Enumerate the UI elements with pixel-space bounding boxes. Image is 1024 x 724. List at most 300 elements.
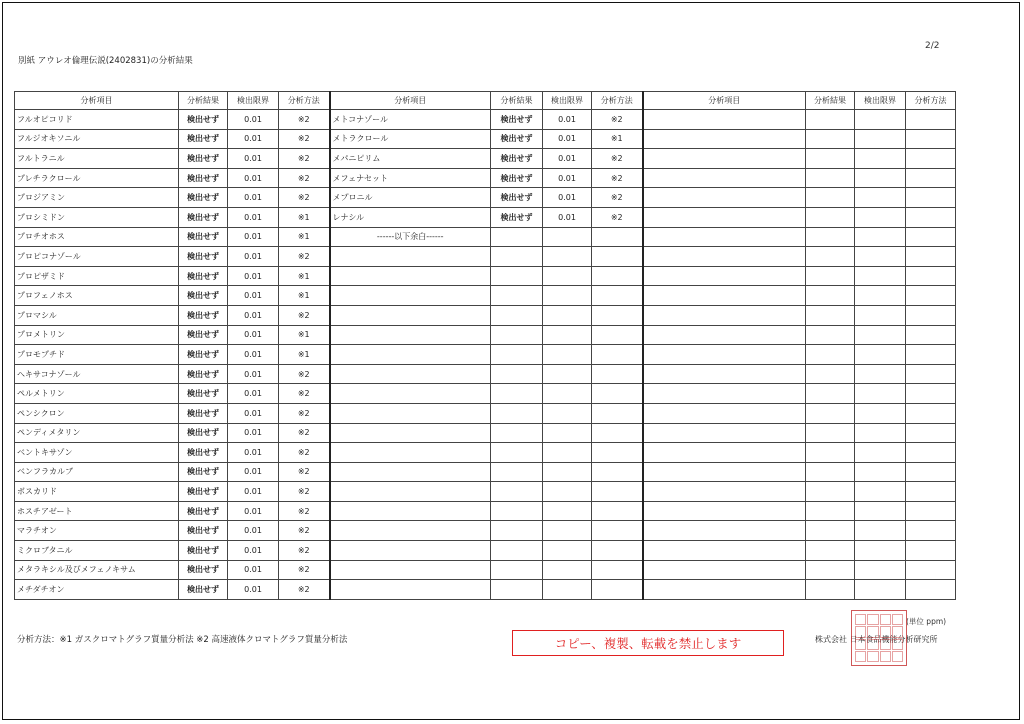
cell-item <box>643 305 806 325</box>
cell-item <box>330 247 491 267</box>
cell-result <box>806 305 855 325</box>
cell-item <box>330 286 491 306</box>
cell-item <box>330 580 491 600</box>
cell-item <box>643 462 806 482</box>
cell-limit <box>855 384 906 404</box>
cell-limit: 0.01 <box>228 423 279 443</box>
cell-limit <box>543 443 592 463</box>
cell-result <box>806 521 855 541</box>
cell-item <box>643 423 806 443</box>
cell-item: プロシミドン <box>15 207 179 227</box>
cell-limit <box>855 364 906 384</box>
cell-limit: 0.01 <box>543 129 592 149</box>
table-body <box>15 110 956 600</box>
cell-limit <box>855 188 906 208</box>
cell-result <box>491 501 543 521</box>
cell-limit: 0.01 <box>228 168 279 188</box>
cell-limit <box>543 521 592 541</box>
cell-limit: 0.01 <box>543 110 592 130</box>
cell-method <box>592 286 643 306</box>
cell-limit: 0.01 <box>228 521 279 541</box>
cell-result <box>806 345 855 365</box>
cell-method: ※2 <box>279 501 330 521</box>
cell-method <box>906 462 956 482</box>
cell-result <box>806 266 855 286</box>
cell-item <box>330 501 491 521</box>
cell-result <box>491 345 543 365</box>
cell-item <box>643 345 806 365</box>
table-row <box>15 384 956 404</box>
cell-limit: 0.01 <box>543 188 592 208</box>
cell-result: 検出せず <box>179 423 228 443</box>
cell-result: 検出せず <box>179 364 228 384</box>
cell-item: メトラクロール <box>330 129 491 149</box>
table-row <box>15 247 956 267</box>
cell-method <box>906 305 956 325</box>
cell-limit <box>855 305 906 325</box>
cell-item <box>330 364 491 384</box>
header-result-2: 分析結果 <box>491 92 543 110</box>
cell-item: ヘキサコナゾール <box>15 364 179 384</box>
cell-item <box>643 266 806 286</box>
cell-limit: 0.01 <box>543 168 592 188</box>
cell-method <box>592 443 643 463</box>
table-row <box>15 541 956 561</box>
cell-item: プロピザミド <box>15 266 179 286</box>
cell-result <box>491 443 543 463</box>
cell-item <box>330 305 491 325</box>
cell-method <box>906 482 956 502</box>
cell-method: ※1 <box>279 325 330 345</box>
cell-item: プロチオホス <box>15 227 179 247</box>
cell-method <box>906 541 956 561</box>
cell-limit <box>543 364 592 384</box>
cell-result: 検出せず <box>179 129 228 149</box>
cell-method <box>592 501 643 521</box>
table-row <box>15 188 956 208</box>
cell-limit: 0.01 <box>543 149 592 169</box>
cell-item <box>643 580 806 600</box>
cell-result: 検出せず <box>179 325 228 345</box>
cell-limit: 0.01 <box>543 207 592 227</box>
cell-limit <box>543 247 592 267</box>
cell-method <box>906 227 956 247</box>
cell-limit <box>855 521 906 541</box>
table-row <box>15 403 956 423</box>
cell-result: 検出せず <box>491 129 543 149</box>
cell-item <box>643 521 806 541</box>
cell-item: プロピコナゾール <box>15 247 179 267</box>
cell-method <box>906 129 956 149</box>
cell-method: ※2 <box>592 149 643 169</box>
cell-result: 検出せず <box>179 188 228 208</box>
header-item-1: 分析項目 <box>15 92 179 110</box>
cell-item <box>330 443 491 463</box>
table-row <box>15 423 956 443</box>
cell-result <box>491 266 543 286</box>
cell-limit: 0.01 <box>228 501 279 521</box>
cell-item <box>330 266 491 286</box>
cell-limit: 0.01 <box>228 482 279 502</box>
cell-item: ペルメトリン <box>15 384 179 404</box>
cell-result <box>806 129 855 149</box>
cell-item: ミクロブタニル <box>15 541 179 561</box>
header-item-3: 分析項目 <box>643 92 806 110</box>
table-row <box>15 110 956 130</box>
header-result-1: 分析結果 <box>179 92 228 110</box>
cell-limit <box>855 443 906 463</box>
cell-item: ペンシクロン <box>15 403 179 423</box>
cell-limit <box>543 266 592 286</box>
cell-limit: 0.01 <box>228 443 279 463</box>
cell-limit <box>543 305 592 325</box>
unit-label: (単位 ppm) <box>906 617 947 626</box>
cell-method: ※2 <box>279 247 330 267</box>
cell-result <box>491 580 543 600</box>
cell-method <box>906 149 956 169</box>
cell-result <box>806 227 855 247</box>
table-row <box>15 345 956 365</box>
table-row <box>15 149 956 169</box>
cell-item: プロモプチド <box>15 345 179 365</box>
cell-method: ※2 <box>279 403 330 423</box>
cell-method: ※2 <box>279 443 330 463</box>
cell-limit <box>855 325 906 345</box>
cell-result <box>806 462 855 482</box>
cell-item <box>330 403 491 423</box>
table-row <box>15 443 956 463</box>
cell-limit <box>855 207 906 227</box>
cell-result <box>491 541 543 561</box>
cell-result: 検出せず <box>179 227 228 247</box>
copy-prohibition-notice: コピー、複製、転載を禁止します <box>512 630 784 656</box>
table-row <box>15 286 956 306</box>
document-caption: 別紙 アウレオ倫理伝説(2402831)の分析結果 <box>18 56 193 66</box>
cell-method: ※2 <box>279 364 330 384</box>
cell-limit <box>855 482 906 502</box>
cell-result <box>806 149 855 169</box>
cell-method: ※2 <box>279 305 330 325</box>
cell-item: メチダチオン <box>15 580 179 600</box>
cell-result <box>491 325 543 345</box>
cell-item <box>330 345 491 365</box>
cell-result <box>491 482 543 502</box>
cell-result: 検出せず <box>179 403 228 423</box>
cell-limit: 0.01 <box>228 207 279 227</box>
table-row <box>15 364 956 384</box>
cell-result <box>491 247 543 267</box>
cell-method: ※1 <box>279 266 330 286</box>
cell-item: プロジアミン <box>15 188 179 208</box>
header-item-2: 分析項目 <box>330 92 491 110</box>
table-row <box>15 305 956 325</box>
cell-item: メプロニル <box>330 188 491 208</box>
cell-method <box>592 227 643 247</box>
cell-item <box>643 247 806 267</box>
cell-limit: 0.01 <box>228 325 279 345</box>
cell-item <box>643 227 806 247</box>
cell-limit: 0.01 <box>228 227 279 247</box>
cell-method <box>592 345 643 365</box>
cell-limit: 0.01 <box>228 110 279 130</box>
cell-result: 検出せず <box>179 247 228 267</box>
cell-limit <box>543 482 592 502</box>
cell-result <box>491 521 543 541</box>
cell-item: ベントキサゾン <box>15 443 179 463</box>
cell-limit: 0.01 <box>228 384 279 404</box>
table-header-row <box>15 92 956 110</box>
cell-result <box>806 325 855 345</box>
cell-result: 検出せず <box>179 345 228 365</box>
cell-item <box>643 482 806 502</box>
cell-limit <box>543 423 592 443</box>
cell-method <box>906 521 956 541</box>
cell-method: ※2 <box>279 149 330 169</box>
cell-method: ※2 <box>279 482 330 502</box>
cell-result: 検出せず <box>179 207 228 227</box>
cell-method: ※1 <box>592 129 643 149</box>
cell-method: ※2 <box>279 580 330 600</box>
cell-item <box>643 443 806 463</box>
cell-limit <box>855 541 906 561</box>
cell-limit <box>855 423 906 443</box>
cell-result: 検出せず <box>179 168 228 188</box>
cell-limit <box>855 168 906 188</box>
header-limit-1: 検出限界 <box>228 92 279 110</box>
cell-limit: 0.01 <box>228 129 279 149</box>
cell-method: ※2 <box>279 541 330 561</box>
cell-result: 検出せず <box>179 286 228 306</box>
cell-limit: 0.01 <box>228 345 279 365</box>
cell-limit <box>543 462 592 482</box>
cell-result: 検出せず <box>491 168 543 188</box>
cell-limit: 0.01 <box>228 580 279 600</box>
table-row <box>15 521 956 541</box>
cell-item <box>643 403 806 423</box>
cell-limit: 0.01 <box>228 305 279 325</box>
cell-limit: 0.01 <box>228 188 279 208</box>
cell-method: ※2 <box>279 110 330 130</box>
company-seal-stamp <box>851 610 907 666</box>
cell-result <box>806 541 855 561</box>
cell-item <box>330 325 491 345</box>
header-method-3: 分析方法 <box>906 92 956 110</box>
cell-result: 検出せず <box>179 384 228 404</box>
cell-item: ホスチアゼート <box>15 501 179 521</box>
cell-result <box>491 462 543 482</box>
cell-method <box>906 364 956 384</box>
table-row <box>15 129 956 149</box>
cell-method: ※2 <box>592 188 643 208</box>
cell-limit <box>543 541 592 561</box>
cell-limit: 0.01 <box>228 266 279 286</box>
cell-limit <box>855 129 906 149</box>
cell-item <box>643 129 806 149</box>
cell-result <box>806 286 855 306</box>
cell-result <box>806 560 855 580</box>
cell-result: 検出せず <box>491 188 543 208</box>
cell-method <box>592 384 643 404</box>
table-row <box>15 501 956 521</box>
table-row <box>15 462 956 482</box>
cell-method: ※2 <box>279 560 330 580</box>
cell-item: フルトラニル <box>15 149 179 169</box>
cell-item: メトコナゾール <box>330 110 491 130</box>
table-row <box>15 168 956 188</box>
cell-limit <box>543 325 592 345</box>
table-row <box>15 560 956 580</box>
cell-method <box>592 247 643 267</box>
cell-method <box>906 247 956 267</box>
cell-method <box>592 423 643 443</box>
cell-item <box>643 188 806 208</box>
cell-method <box>906 345 956 365</box>
cell-result: 検出せず <box>179 266 228 286</box>
cell-limit <box>855 227 906 247</box>
table-row <box>15 325 956 345</box>
cell-result <box>491 364 543 384</box>
cell-item <box>330 462 491 482</box>
cell-limit: 0.01 <box>228 286 279 306</box>
cell-limit <box>543 580 592 600</box>
cell-method <box>592 266 643 286</box>
cell-result <box>806 580 855 600</box>
table-row <box>15 482 956 502</box>
cell-item: ------以下余白------ <box>330 227 491 247</box>
cell-method <box>906 325 956 345</box>
cell-item <box>330 482 491 502</box>
results-table <box>14 91 956 600</box>
cell-item <box>643 168 806 188</box>
cell-result <box>806 443 855 463</box>
cell-item: フルジオキソニル <box>15 129 179 149</box>
cell-method <box>592 403 643 423</box>
cell-method <box>592 462 643 482</box>
cell-limit: 0.01 <box>228 364 279 384</box>
method-footnote: 分析方法：※1 ガスクロマトグラフ質量分析法 ※2 高速液体クロマトグラフ質量分析法 <box>17 635 348 645</box>
cell-limit: 0.01 <box>228 541 279 561</box>
cell-limit <box>543 560 592 580</box>
header-limit-3: 検出限界 <box>855 92 906 110</box>
cell-item <box>643 364 806 384</box>
cell-item <box>330 541 491 561</box>
cell-method <box>592 541 643 561</box>
table-row <box>15 580 956 600</box>
cell-result: 検出せず <box>491 207 543 227</box>
cell-method <box>906 207 956 227</box>
cell-item: プロフェノホス <box>15 286 179 306</box>
cell-result: 検出せず <box>179 110 228 130</box>
cell-item <box>643 286 806 306</box>
cell-limit <box>855 580 906 600</box>
header-method-1: 分析方法 <box>279 92 330 110</box>
cell-limit <box>543 286 592 306</box>
cell-limit <box>855 247 906 267</box>
cell-method: ※1 <box>279 207 330 227</box>
cell-item <box>643 501 806 521</box>
cell-method: ※2 <box>592 110 643 130</box>
cell-limit: 0.01 <box>228 462 279 482</box>
cell-limit <box>543 384 592 404</box>
cell-method <box>592 580 643 600</box>
cell-limit <box>543 403 592 423</box>
cell-item <box>643 110 806 130</box>
cell-limit <box>855 560 906 580</box>
cell-result <box>491 403 543 423</box>
cell-item: ボスカリド <box>15 482 179 502</box>
cell-result: 検出せず <box>179 521 228 541</box>
cell-item <box>330 384 491 404</box>
cell-method: ※2 <box>592 168 643 188</box>
cell-limit <box>855 266 906 286</box>
cell-method: ※1 <box>279 345 330 365</box>
cell-limit <box>855 149 906 169</box>
cell-method <box>906 580 956 600</box>
cell-method <box>906 501 956 521</box>
cell-limit: 0.01 <box>228 247 279 267</box>
cell-result <box>491 286 543 306</box>
header-result-3: 分析結果 <box>806 92 855 110</box>
header-limit-2: 検出限界 <box>543 92 592 110</box>
cell-result <box>806 188 855 208</box>
cell-method: ※2 <box>279 423 330 443</box>
cell-result: 検出せず <box>179 560 228 580</box>
cell-method <box>906 188 956 208</box>
cell-method <box>906 443 956 463</box>
cell-item: プロマシル <box>15 305 179 325</box>
cell-result: 検出せず <box>179 482 228 502</box>
cell-result: 検出せず <box>179 149 228 169</box>
cell-limit <box>543 227 592 247</box>
cell-method <box>906 110 956 130</box>
cell-result: 検出せず <box>179 443 228 463</box>
cell-result: 検出せず <box>179 501 228 521</box>
cell-result <box>806 501 855 521</box>
cell-item <box>330 560 491 580</box>
cell-limit <box>543 345 592 365</box>
cell-method: ※2 <box>279 168 330 188</box>
cell-method <box>906 266 956 286</box>
cell-result <box>806 168 855 188</box>
cell-limit: 0.01 <box>228 403 279 423</box>
cell-result: 検出せず <box>179 462 228 482</box>
cell-result <box>806 384 855 404</box>
cell-result <box>806 364 855 384</box>
cell-item: メパニピリム <box>330 149 491 169</box>
cell-limit <box>855 286 906 306</box>
cell-item: レナシル <box>330 207 491 227</box>
cell-method: ※2 <box>279 521 330 541</box>
cell-item: ベンフラカルブ <box>15 462 179 482</box>
cell-result: 検出せず <box>491 149 543 169</box>
cell-item <box>643 560 806 580</box>
cell-result <box>806 482 855 502</box>
cell-limit <box>543 501 592 521</box>
cell-limit <box>855 462 906 482</box>
page-number: 2/2 <box>925 41 940 51</box>
cell-item <box>643 207 806 227</box>
cell-method <box>592 325 643 345</box>
cell-method: ※1 <box>279 286 330 306</box>
cell-item <box>643 541 806 561</box>
cell-method <box>906 384 956 404</box>
cell-item <box>330 521 491 541</box>
cell-method: ※2 <box>279 384 330 404</box>
table-row <box>15 266 956 286</box>
cell-method: ※1 <box>279 227 330 247</box>
cell-result: 検出せず <box>179 305 228 325</box>
cell-method: ※2 <box>279 188 330 208</box>
